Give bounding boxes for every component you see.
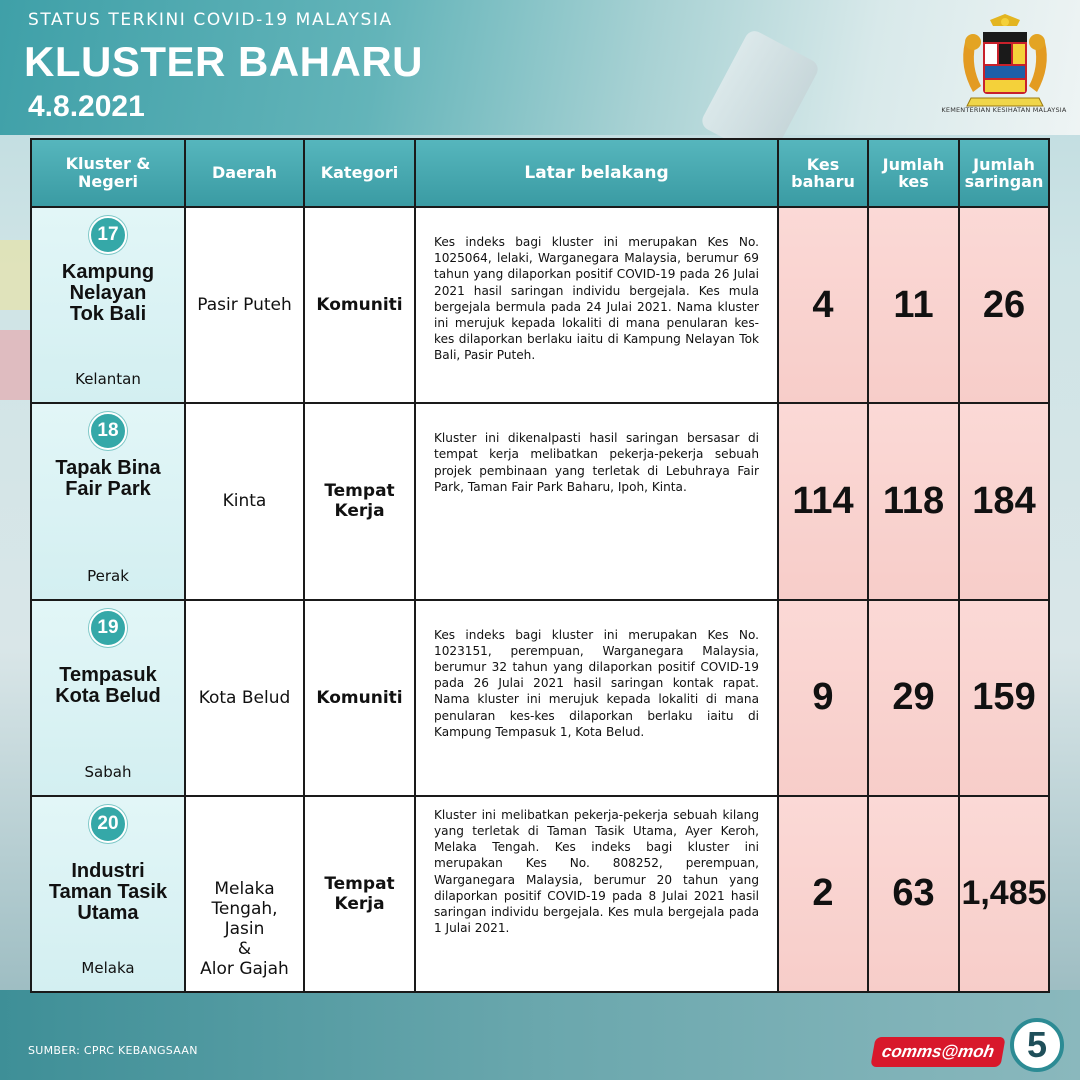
latar-belakang-cell [415,796,778,992]
cluster-number-badge: 18 [89,412,127,450]
cluster-state: Sabah [84,762,132,781]
latar-belakang-text: Kes indeks bagi kluster ini merupakan Kes No. 1023151, perempuan, Warganegara Malaysia, berumur 32 tahun yang dilaporkan positif COVID-19 pada 26 Julai 2021 hasil saringan kontak rapat. Nama kluster ini merujuk kepada lokaliti di mana penularan kes-kes dilaporkan berlaku iaitu di Kampung Tempasuk 1, Kota Belud. [434,627,759,739]
column-header-kategori: Kategori [304,139,415,207]
jumlah-kes-value: 63 [868,796,959,992]
jumlah-kes-value: 29 [868,600,959,796]
daerah-cell: Kinta [185,403,304,599]
column-header-daerah: Daerah [185,139,304,207]
jumlah-saringan-value: 26 [959,207,1049,403]
latar-belakang-text: Kes indeks bagi kluster ini merupakan Kes No. 1025064, lelaki, Warganegara Malaysia, berumur 69 tahun yang dilaporkan positif COVID-19 pada 26 Julai 2021 hasil saringan individu bergejala. Kes mula bergejala bermula pada 24 Julai 2021. Nama kluster ini merujuk kepada lokaliti di mana penularan kes-kes dilaporkan berlaku iaitu di Kampung Nelayan Tok Bali, Pasir Puteh. [434,235,759,363]
jumlah-kes-value: 11 [868,207,959,403]
cluster-name: Tapak Bina Fair Park [55,457,161,501]
kes-baharu-value: 9 [778,600,868,796]
kluster-cell [31,600,185,796]
kluster-cell [31,796,185,992]
cluster-name: Industri Taman Tasik Utama [48,859,168,924]
column-header-jumlah-kes: Jumlah kes [868,139,959,207]
daerah-cell: Kota Belud [185,600,304,796]
logo-caption: KEMENTERIAN KESIHATAN MALAYSIA [941,106,1067,114]
cluster-state: Perak [87,566,129,585]
table-header-row [31,139,1049,207]
column-header-kes-baharu: Kes baharu [778,139,868,207]
kes-baharu-value: 4 [778,207,868,403]
kategori-cell: Tempat Kerja [304,403,415,599]
kluster-cell [31,207,185,403]
cluster-state: Kelantan [75,370,141,389]
kes-baharu-value: 114 [778,403,868,599]
table-row [31,796,1049,992]
page-subtitle: STATUS TERKINI COVID-19 MALAYSIA [28,10,393,30]
page-title: KLUSTER BAHARU [24,38,423,85]
kategori-cell: Tempat Kerja [304,796,415,992]
jumlah-saringan-value: 184 [959,403,1049,599]
report-date: 4.8.2021 [28,90,145,123]
daerah-cell: Melaka Tengah, Jasin & Alor Gajah [185,796,304,992]
cluster-state: Melaka [81,959,135,977]
brand-badge: comms@moh [870,1037,1005,1067]
column-header-latar-belakang: Latar belakang [415,139,778,207]
table-row [31,600,1049,796]
cluster-number-badge: 19 [89,609,127,647]
cluster-table [30,138,1050,993]
kategori-cell: Komuniti [304,207,415,403]
latar-belakang-cell [415,600,778,796]
kluster-cell [31,403,185,599]
column-header-jumlah-saringan: Jumlah saringan [959,139,1049,207]
cluster-number-badge: 17 [89,216,127,254]
daerah-cell: Pasir Puteh [185,207,304,403]
latar-belakang-cell [415,207,778,403]
latar-belakang-text: Kluster ini dikenalpasti hasil saringan bersasar di tempat kerja melibatkan pekerja-pekerja sebuah projek pembinaan yang terletak di Lebuhraya Fair Park, Taman Fair Park Baharu, Ipoh, Kinta. [434,431,759,494]
data-source: SUMBER: CPRC KEBANGSAAN [28,1044,198,1057]
cluster-name: Tempasuk Kota Belud [55,663,161,707]
latar-belakang-text: Kluster ini melibatkan pekerja-pekerja sebuah kilang yang terletak di Taman Tasik Utama, Ayer Keroh, Melaka Tengah. Kes indeks bagi kluster ini merupakan Kes No. 808252, perempuan, Warganegara Malaysia, berumur 20 tahun yang dilaporkan positif COVID-19 pada 8 Julai 2021 hasil saringan individu bergejala. Kes mula bergejala pada 1 Julai 2021. [434,807,759,936]
cluster-number-badge: 20 [89,805,127,843]
page-number: 5 [1010,1018,1064,1072]
kes-baharu-value: 2 [778,796,868,992]
jumlah-kes-value: 118 [868,403,959,599]
table-row [31,403,1049,599]
latar-belakang-cell [415,403,778,599]
jumlah-saringan-value: 1,485 [959,796,1049,992]
column-header-kluster: Kluster & Negeri [31,139,185,207]
jumlah-saringan-value: 159 [959,600,1049,796]
kategori-cell: Komuniti [304,600,415,796]
table-row [31,207,1049,403]
cluster-name: Kampung Nelayan Tok Bali [61,261,155,325]
